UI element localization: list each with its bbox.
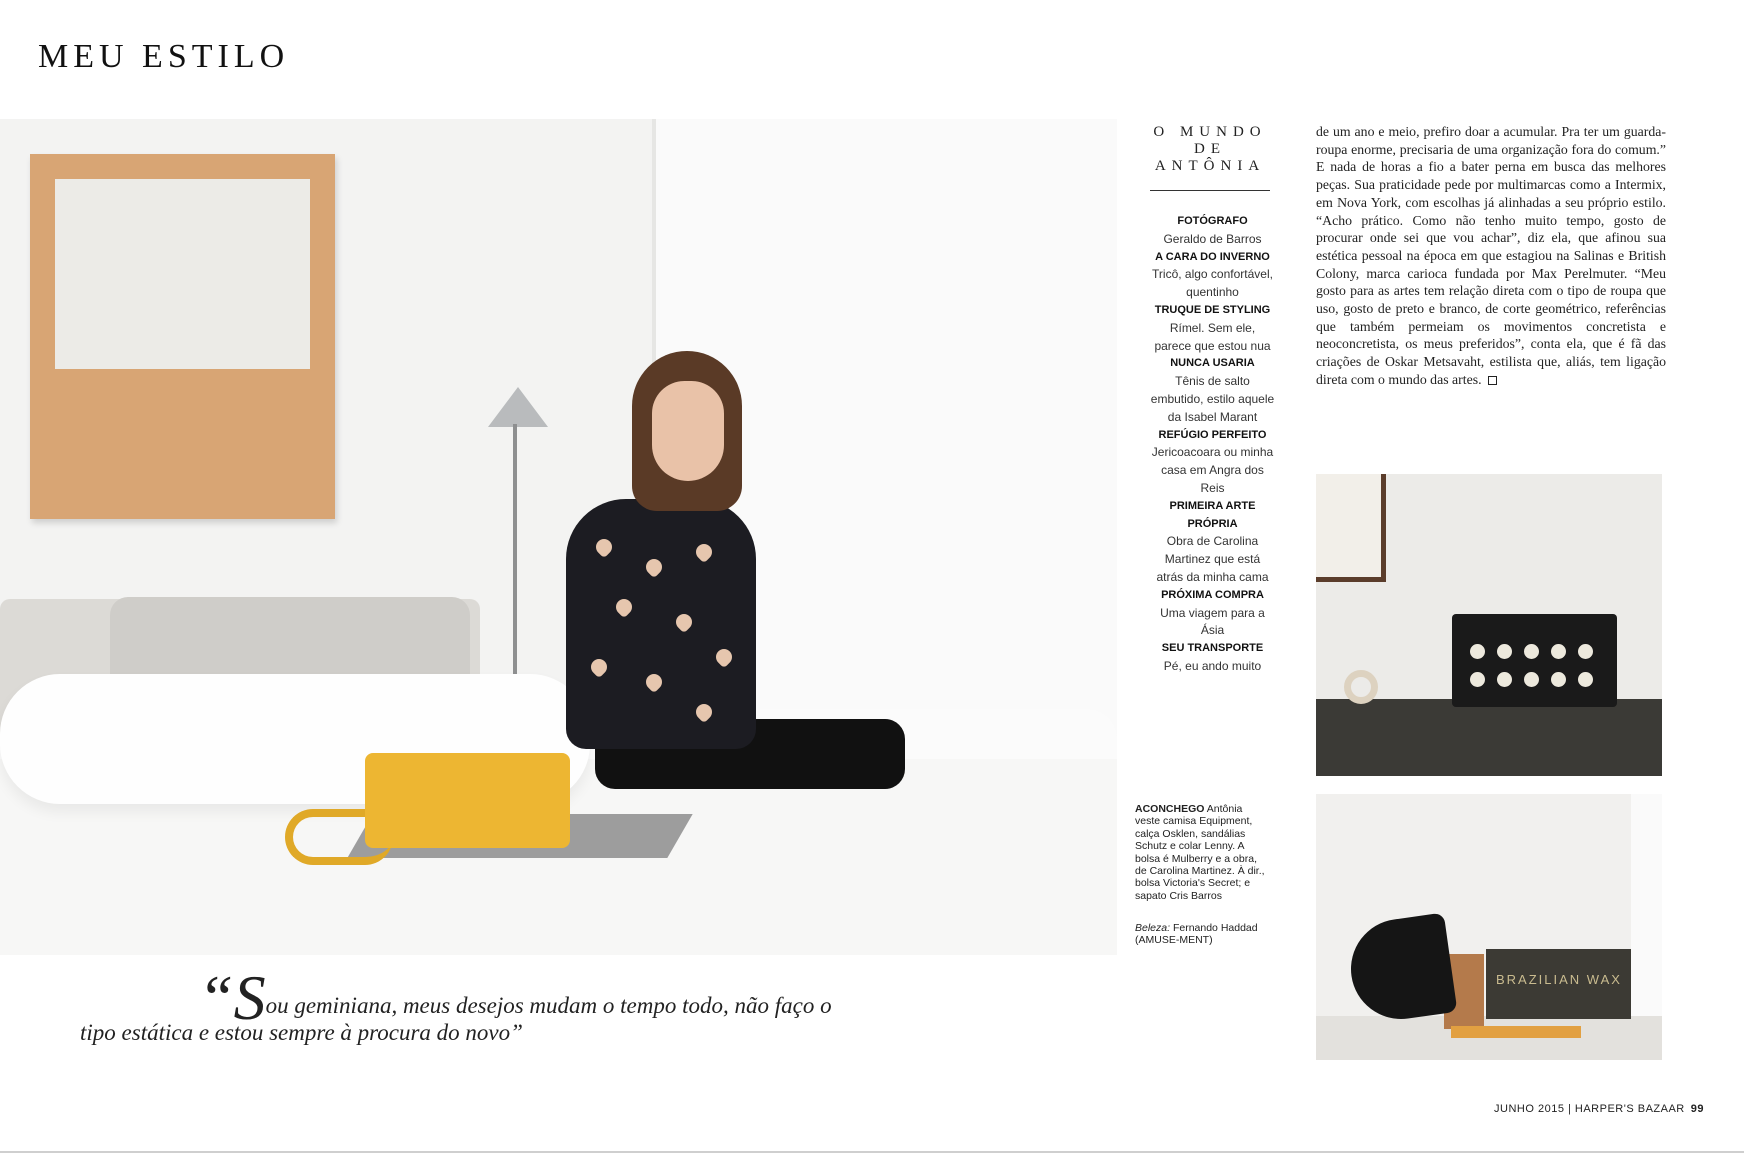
sidebar-divider (1150, 190, 1270, 191)
heart-print (693, 701, 716, 724)
photo-wall (1631, 794, 1662, 1016)
sidebar-label: NUNCA USARIA (1170, 357, 1255, 370)
clutch-dot (1551, 644, 1566, 659)
article-body (1316, 123, 1666, 389)
yellow-bag (365, 753, 570, 848)
beauty-credit (1135, 922, 1270, 947)
section-title: MEU ESTILO (38, 38, 290, 75)
lamp-shade (488, 387, 548, 427)
heart-print (643, 671, 666, 694)
sidebar-value: Pé, eu ando muito (1163, 658, 1262, 673)
book (1451, 1026, 1581, 1038)
sidebar-title-line: DE (1194, 141, 1226, 157)
sidebar-value: Obra de Carolina Martinez que está atrás da minha cama (1156, 534, 1269, 584)
ring-object (1344, 670, 1378, 704)
clutch-dot (1524, 644, 1539, 659)
pull-quote (80, 962, 880, 1046)
quote-open: “S (198, 962, 266, 1033)
sidebar-label: PRIMEIRA ARTE PRÓPRIA (1169, 499, 1256, 530)
main-photo (0, 119, 1117, 955)
sidebar-label: TRUQUE DE STYLING (1154, 303, 1271, 316)
sidebar-value: Rímel. Sem ele, parece que estou nua (1154, 320, 1271, 353)
folio-text: JUNHO 2015 | HARPER'S BAZAAR (1494, 1103, 1685, 1115)
sidebar-value: Uma viagem para a Ásia (1160, 605, 1265, 638)
clutch-dot (1551, 672, 1566, 687)
sidebar-value: Tênis de salto embutido, estilo aquele da Isabel Marant (1150, 374, 1275, 424)
shoe-photo (1316, 794, 1662, 1060)
clutch-dot (1470, 672, 1485, 687)
heart-print (643, 556, 666, 579)
sidebar-value: Jericoacoara ou minha casa em Angra dos Reis (1151, 445, 1274, 495)
artwork-painting (30, 154, 335, 519)
clutch-dot (1578, 644, 1593, 659)
clutch-photo (1316, 474, 1662, 776)
heart-print (713, 646, 736, 669)
picture-frame (1316, 474, 1386, 582)
sidebar-title-line: O MUNDO (1153, 124, 1267, 140)
woman-shirt (566, 499, 756, 749)
photo-caption (1135, 803, 1270, 902)
article-paragraph: de um ano e meio, prefiro doar a acumular. Pra ter um guarda-roupa enorme, precisaria de uma organização fora do comum.” E nada de horas a fio a bater perna em busca das melhores peças. Sua praticidade pede por multimarcas como a Intermix, em Nova York, com escolhas já alinhadas a seu próprio estilo. “Acho prático. Como não tenho muito tempo, gosto de procurar onde sei que vou achar”, diz ela, que afinou sua estética pessoal na época em que estagiou na Salinas e British Colony, marca carioca fundada por Max Perelmuter. “Meu gosto para as artes tem relação direta com o tipo de roupa que uso, gosto de preto e branco, de corte geométrico, referências que também permeiam os movimentos concretista e neoconcretista, os meus preferidos”, conta ela, que é fã das criações de Oskar Metsavaht, estilista que, aliás, tem ligação direta com o mundo das artes. (1316, 124, 1666, 387)
quote-line-2: tipo estática e estou sempre à procura do novo” (80, 1020, 523, 1045)
black-clutch (1452, 614, 1617, 707)
sidebar-value: Tricô, algo confortável, quentinho (1152, 267, 1273, 300)
credit-text: Fernando Haddad (AMUSE-MENT) (1135, 922, 1258, 947)
page-number: 99 (1690, 1103, 1704, 1115)
sidebar-label: A CARA DO INVERNO (1155, 250, 1270, 263)
sidebar-title (1140, 124, 1280, 175)
clutch-dot (1524, 672, 1539, 687)
counter (1316, 1016, 1662, 1060)
sidebar-title-line: ANTÔNIA (1154, 158, 1266, 174)
caption-lead: ACONCHEGO (1135, 803, 1205, 815)
sidebar-value: Geraldo de Barros (1163, 231, 1262, 246)
sidebar-label: FOTÓGRAFO (1177, 215, 1248, 227)
credit-label: Beleza: (1135, 922, 1171, 934)
heart-print (613, 596, 636, 619)
folio (1494, 1103, 1704, 1115)
clutch-dot (1578, 672, 1593, 687)
clutch-dot (1470, 644, 1485, 659)
shelf (1316, 699, 1662, 776)
artwork-panel (55, 179, 310, 369)
sidebar-label: PRÓXIMA COMPRA (1161, 588, 1264, 601)
woman-face (652, 381, 724, 481)
end-mark-icon (1488, 376, 1497, 385)
sign-text: BRAZILIAN WAX (1496, 972, 1622, 987)
black-shoe (1345, 913, 1458, 1026)
sidebar-list (1150, 213, 1275, 676)
heart-print (693, 541, 716, 564)
quote-line-1-text: ou geminiana, meus desejos mudam o tempo todo, não faço o (265, 993, 832, 1018)
sidebar-label: SEU TRANSPORTE (1161, 642, 1264, 655)
caption-text: Antônia veste camisa Equipment, calça Osklen, sandálias Schutz e colar Lenny. A bolsa é Mulberry e a obra, de Carolina Martinez. À dir., bolsa Victoria's Secret; e sapato Cris Barros (1135, 803, 1265, 902)
heart-print (673, 611, 696, 634)
clutch-dot (1497, 672, 1512, 687)
sidebar-label: REFÚGIO PERFEITO (1158, 428, 1267, 441)
clutch-dot (1497, 644, 1512, 659)
heart-print (588, 656, 611, 679)
heart-print (593, 536, 616, 559)
